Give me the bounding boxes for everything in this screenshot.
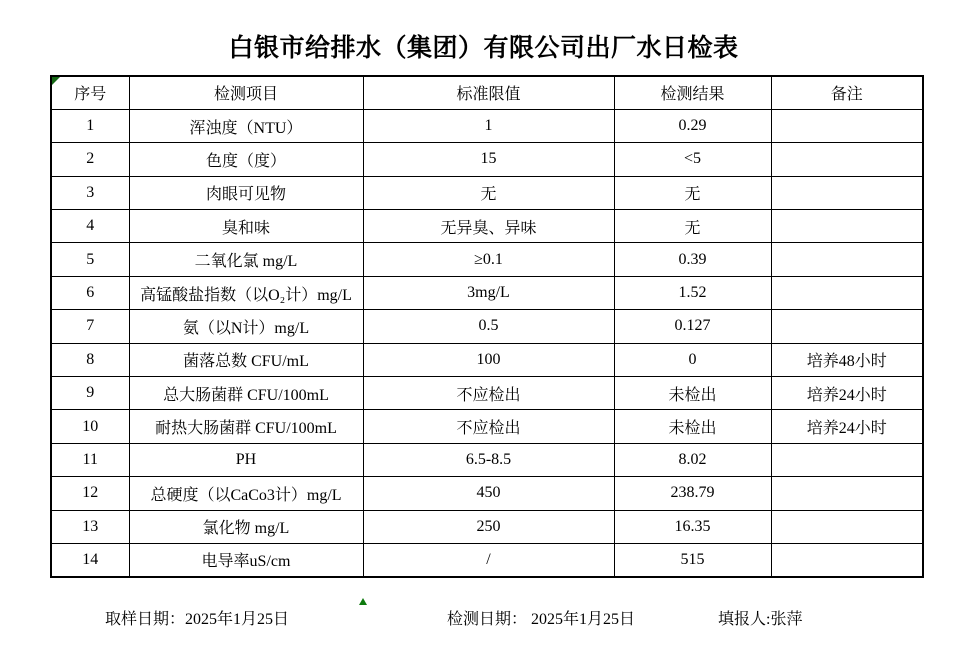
cell-item: 色度（度） bbox=[129, 143, 363, 176]
cell-item: 高锰酸盐指数（以O₂计）mg/L bbox=[129, 276, 363, 309]
cell-item: 氨（以N计）mg/L bbox=[129, 310, 363, 343]
cell-item: 二氧化氯 mg/L bbox=[129, 243, 363, 276]
cell-item: 肉眼可见物 bbox=[129, 176, 363, 209]
cell-remark bbox=[771, 210, 923, 243]
cell-result: 未检出 bbox=[614, 377, 771, 410]
table-row bbox=[51, 510, 923, 543]
table-row bbox=[51, 243, 923, 276]
table-row bbox=[51, 543, 923, 576]
col-header-result: 检测结果 bbox=[614, 76, 771, 109]
excel-green-corner-icon bbox=[52, 77, 60, 85]
cell-limit: 不应检出 bbox=[363, 410, 614, 443]
cell-limit: 不应检出 bbox=[363, 377, 614, 410]
cell-index: 14 bbox=[51, 543, 129, 576]
table-row bbox=[51, 377, 923, 410]
cell-result: 无 bbox=[614, 176, 771, 209]
table-row bbox=[51, 210, 923, 243]
cell-limit: 100 bbox=[363, 343, 614, 376]
col-header-limit: 标准限值 bbox=[363, 76, 614, 109]
cell-index: 11 bbox=[51, 443, 129, 476]
table-row bbox=[51, 343, 923, 376]
cell-remark bbox=[771, 176, 923, 209]
cell-result: 238.79 bbox=[614, 477, 771, 510]
cell-item: 总硬度（以CaCo3计）mg/L bbox=[129, 477, 363, 510]
water-quality-table bbox=[50, 75, 924, 578]
cell-remark: 培养48小时 bbox=[771, 343, 923, 376]
cell-item: PH bbox=[129, 443, 363, 476]
page-title: 白银市给排水（集团）有限公司出厂水日检表 bbox=[228, 35, 739, 62]
cell-result: 0.29 bbox=[614, 109, 771, 142]
cell-index: 8 bbox=[51, 343, 129, 376]
cell-remark bbox=[771, 143, 923, 176]
cell-index: 4 bbox=[51, 210, 129, 243]
cell-remark bbox=[771, 109, 923, 142]
cell-result: 515 bbox=[614, 543, 771, 576]
sampling-date-label: 取样日期：2025年1月25日 bbox=[105, 611, 290, 628]
cell-index: 2 bbox=[51, 143, 129, 176]
cell-item: 耐热大肠菌群 CFU/100mL bbox=[129, 410, 363, 443]
cell-item: 浑浊度（NTU） bbox=[129, 109, 363, 142]
cell-remark bbox=[771, 477, 923, 510]
cell-index: 6 bbox=[51, 276, 129, 309]
cell-result: 无 bbox=[614, 210, 771, 243]
cell-index: 10 bbox=[51, 410, 129, 443]
table-row bbox=[51, 443, 923, 476]
cell-result: 0.127 bbox=[614, 310, 771, 343]
cell-result: <5 bbox=[614, 143, 771, 176]
cell-result: 0 bbox=[614, 343, 771, 376]
table-row bbox=[51, 176, 923, 209]
cell-index: 12 bbox=[51, 477, 129, 510]
cell-remark: 培养24小时 bbox=[771, 377, 923, 410]
table-row bbox=[51, 143, 923, 176]
cell-result: 0.39 bbox=[614, 243, 771, 276]
cell-index: 7 bbox=[51, 310, 129, 343]
cell-result: 1.52 bbox=[614, 276, 771, 309]
cell-item: 电导率uS/cm bbox=[129, 543, 363, 576]
table-row bbox=[51, 477, 923, 510]
cell-remark bbox=[771, 510, 923, 543]
cell-index: 3 bbox=[51, 176, 129, 209]
cell-item: 菌落总数 CFU/mL bbox=[129, 343, 363, 376]
cell-limit: 6.5-8.5 bbox=[363, 443, 614, 476]
cell-item: 氯化物 mg/L bbox=[129, 510, 363, 543]
cell-result: 未检出 bbox=[614, 410, 771, 443]
cell-index: 9 bbox=[51, 377, 129, 410]
reporter-label: 填报人:张萍 bbox=[718, 611, 803, 628]
cell-result: 16.35 bbox=[614, 510, 771, 543]
cell-limit: ≥0.1 bbox=[363, 243, 614, 276]
cell-limit: 1 bbox=[363, 109, 614, 142]
cell-remark bbox=[771, 543, 923, 576]
col-header-remark: 备注 bbox=[771, 76, 923, 109]
table-row bbox=[51, 410, 923, 443]
cell-limit: 无异臭、异味 bbox=[363, 210, 614, 243]
cell-remark bbox=[771, 243, 923, 276]
cell-index: 5 bbox=[51, 243, 129, 276]
cell-remark bbox=[771, 443, 923, 476]
cell-remark bbox=[771, 310, 923, 343]
cell-limit: 0.5 bbox=[363, 310, 614, 343]
cell-result: 8.02 bbox=[614, 443, 771, 476]
cell-limit: / bbox=[363, 543, 614, 576]
cell-remark bbox=[771, 276, 923, 309]
cell-index: 1 bbox=[51, 109, 129, 142]
table-header-row bbox=[51, 76, 923, 109]
cell-remark: 培养24小时 bbox=[771, 410, 923, 443]
cell-limit: 15 bbox=[363, 143, 614, 176]
cell-limit: 450 bbox=[363, 477, 614, 510]
col-header-item: 检测项目 bbox=[129, 76, 363, 109]
table-row bbox=[51, 310, 923, 343]
table-row bbox=[51, 276, 923, 309]
testing-date-label: 检测日期： 2025年1月25日 bbox=[447, 611, 636, 628]
cell-index: 13 bbox=[51, 510, 129, 543]
col-header-index: 序号 bbox=[51, 76, 129, 109]
cell-limit: 3mg/L bbox=[363, 276, 614, 309]
cell-limit: 250 bbox=[363, 510, 614, 543]
cell-item: 臭和味 bbox=[129, 210, 363, 243]
cell-limit: 无 bbox=[363, 176, 614, 209]
green-flag-artifact-icon bbox=[359, 598, 367, 605]
cell-item: 总大肠菌群 CFU/100mL bbox=[129, 377, 363, 410]
table-row bbox=[51, 109, 923, 142]
